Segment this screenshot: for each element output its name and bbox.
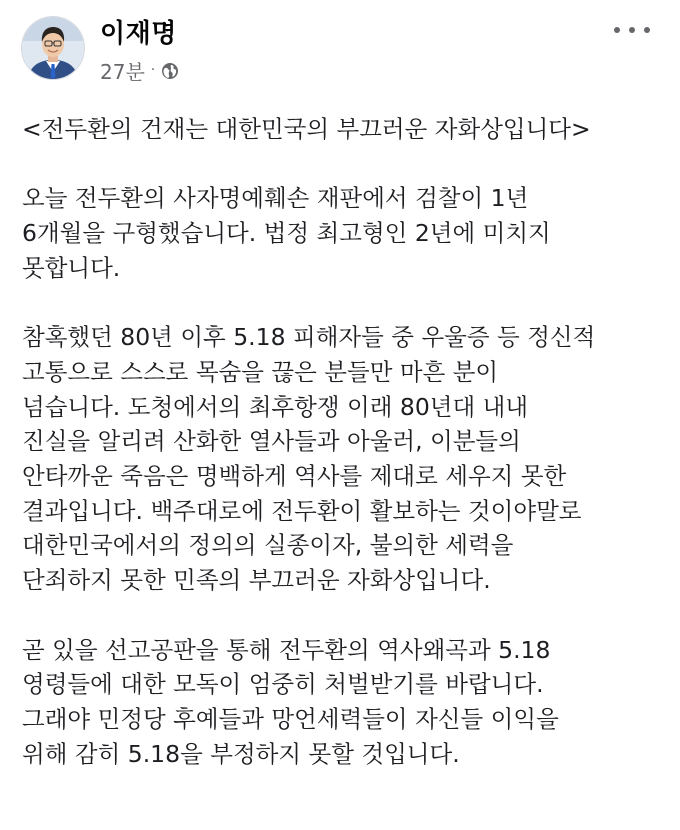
author-name[interactable]: 이재명 [100, 19, 177, 49]
post-body [22, 112, 662, 806]
more-dot-icon [629, 27, 635, 33]
more-dot-icon [644, 27, 650, 33]
author-avatar[interactable] [21, 16, 85, 80]
post-paragraph: 참혹했던 80년 이후 5.18 피해자들 중 우울증 등 정신적 고통으로 스스로 목숨을 끊은 분들만 마흔 분이 넘습니다. 도청에서의 최후항쟁 이래 80년대 내내 진실을 알리려 산화한 열사들과 아울러, 이분들의 안타까운 죽음은 명백하게 역사를 제대로 세우지 못한 결과입니다. 백주대로에 전두환이 활보하는 것이야말로 대한민국에서의 정의의 실종이자, 불의한 세력을 단죄하지 못한 민족의 부끄러운 자화상입니다. [22, 323, 596, 595]
post-timestamp[interactable]: 27분 [100, 59, 145, 84]
avatar-photo [22, 17, 84, 79]
post-paragraph: 곧 있을 선고공판을 통해 전두환의 역사왜곡과 5.18 영령들에 대한 모독이 엄중히 처벌받기를 바랍니다. 그래야 민정당 후예들과 망언세력들이 자신들 이익을 위해 감히 5.18을 부정하지 못할 것입니다. [22, 635, 559, 768]
post-header [0, 0, 680, 100]
globe-icon[interactable] [161, 61, 179, 79]
post-paragraph: 오늘 전두환의 사자명예훼손 재판에서 검찰이 1년 6개월을 구형했습니다. 법정 최고형인 2년에 미치지 못합니다. [22, 184, 551, 282]
meta-separator: · [150, 62, 156, 78]
more-dot-icon [614, 27, 620, 33]
post-meta [100, 56, 179, 84]
post-headline: <전두환의 건재는 대한민국의 부끄러운 자화상입니다> [22, 115, 591, 143]
more-options-button[interactable] [614, 20, 650, 40]
